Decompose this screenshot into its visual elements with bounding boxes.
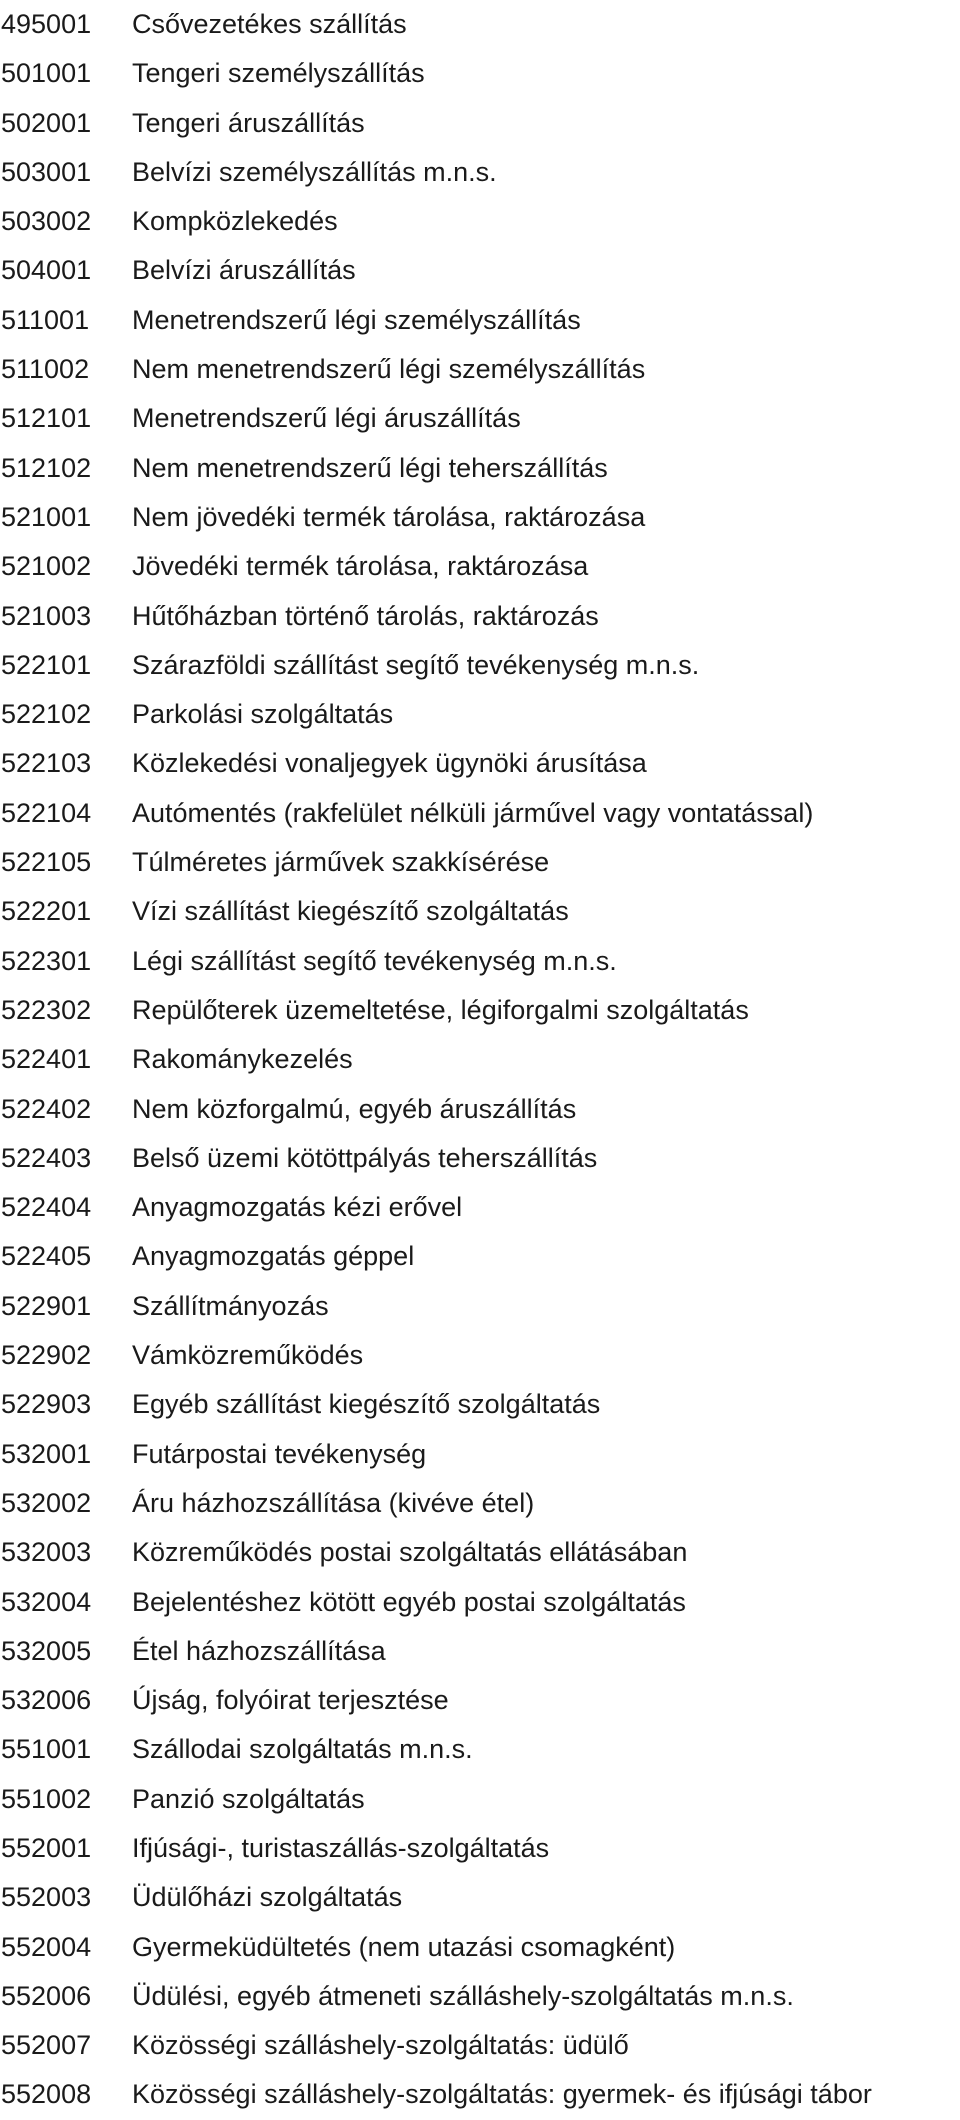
activity-name: Jövedéki termék tárolása, raktározása (132, 551, 589, 582)
activity-code: 522302 (1, 994, 92, 1025)
activity-code: 503002 (1, 206, 92, 237)
activity-code: 522403 (1, 1142, 92, 1173)
activity-code: 522102 (1, 699, 92, 730)
list-item (0, 592, 960, 641)
list-item (0, 49, 960, 98)
list-item (0, 148, 960, 197)
activity-code: 522301 (1, 945, 92, 976)
list-item (0, 1380, 960, 1429)
activity-code: 522404 (1, 1192, 92, 1223)
activity-code: 552004 (1, 1931, 92, 1962)
list-item (0, 986, 960, 1035)
activity-code: 551001 (1, 1734, 92, 1765)
activity-code: 522103 (1, 748, 92, 779)
activity-code: 501001 (1, 58, 92, 89)
activity-code: 532002 (1, 1487, 92, 1518)
list-item (0, 641, 960, 690)
activity-name: Gyermeküdültetés (nem utazási csomagként) (132, 1931, 676, 1962)
activity-code: 532005 (1, 1635, 92, 1666)
list-item (0, 887, 960, 936)
activity-name: Nem menetrendszerű légi személyszállítás (132, 354, 646, 385)
activity-code: 532003 (1, 1537, 92, 1568)
list-item (0, 1627, 960, 1676)
activity-code: 521001 (1, 501, 92, 532)
activity-name: Üdülőházi szolgáltatás (132, 1882, 403, 1913)
list-item (0, 2070, 960, 2119)
list-item (0, 1430, 960, 1479)
activity-code: 511001 (1, 304, 90, 335)
list-item (0, 197, 960, 246)
activity-code: 521003 (1, 600, 92, 631)
activity-name: Belvízi személyszállítás m.n.s. (132, 156, 497, 187)
activity-name: Belvízi áruszállítás (132, 255, 356, 286)
activity-code: 521002 (1, 551, 92, 582)
activity-code: 522101 (1, 649, 92, 680)
list-item (0, 1134, 960, 1183)
activity-code: 552003 (1, 1882, 92, 1913)
activity-name: Üdülési, egyéb átmeneti szálláshely-szolgáltatás m.n.s. (132, 1980, 794, 2011)
activity-name: Menetrendszerű légi áruszállítás (132, 403, 521, 434)
list-item (0, 937, 960, 986)
activity-name: Autómentés (rakfelület nélküli járművel vagy vontatással) (132, 797, 814, 828)
activity-code: 522201 (1, 896, 92, 927)
list-item (0, 1085, 960, 1134)
activity-name: Nem menetrendszerű légi teherszállítás (132, 452, 608, 483)
activity-name: Hűtőházban történő tárolás, raktározás (132, 600, 599, 631)
activity-name: Közösségi szálláshely-szolgáltatás: gyermek- és ifjúsági tábor (132, 2079, 872, 2110)
activity-name: Kompközlekedés (132, 206, 338, 237)
activity-code: 522401 (1, 1044, 92, 1075)
list-item (0, 246, 960, 295)
activity-name: Egyéb szállítást kiegészítő szolgáltatás (132, 1389, 601, 1420)
activity-code: 511002 (1, 354, 90, 385)
activity-name: Szállítmányozás (132, 1290, 329, 1321)
list-item (0, 1282, 960, 1331)
activity-name: Nem jövedéki termék tárolása, raktározása (132, 501, 646, 532)
list-item (0, 1035, 960, 1084)
activity-name: Nem közforgalmú, egyéb áruszállítás (132, 1093, 577, 1124)
list-item (0, 1183, 960, 1232)
activity-name: Tengeri személyszállítás (132, 58, 425, 89)
activity-name: Szállodai szolgáltatás m.n.s. (132, 1734, 473, 1765)
activity-name: Csővezetékes szállítás (132, 9, 407, 39)
activity-code: 552007 (1, 2030, 92, 2061)
activity-code: 551002 (1, 1783, 92, 1814)
activity-code: 552008 (1, 2079, 92, 2110)
list-item (0, 739, 960, 788)
activity-name: Panzió szolgáltatás (132, 1783, 365, 1814)
activity-name: Tengeri áruszállítás (132, 107, 365, 138)
list-item (0, 493, 960, 542)
activity-name: Közösségi szálláshely-szolgáltatás: üdülő (132, 2030, 629, 2061)
activity-code: 522104 (1, 797, 92, 828)
list-item (0, 1578, 960, 1627)
activity-code: 552006 (1, 1980, 92, 2011)
activity-name: Vámközreműködés (132, 1340, 364, 1371)
activity-code: 522903 (1, 1389, 92, 1420)
list-item (0, 1676, 960, 1725)
list-item (0, 99, 960, 148)
activity-name: Közlekedési vonaljegyek ügynöki árusítása (132, 748, 647, 779)
activity-code: 532006 (1, 1685, 92, 1716)
activity-code: 512102 (1, 452, 92, 483)
list-item (0, 1479, 960, 1528)
list-item (0, 1923, 960, 1972)
list-item (0, 1775, 960, 1824)
list-item (0, 1232, 960, 1281)
activity-code: 532001 (1, 1438, 92, 1469)
activity-name: Légi szállítást segítő tevékenység m.n.s. (132, 945, 617, 976)
activity-name: Szárazföldi szállítást segítő tevékenység m.n.s. (132, 649, 700, 680)
activity-code: 495001 (1, 9, 92, 39)
activity-name: Újság, folyóirat terjesztése (132, 1685, 449, 1716)
activity-name: Anyagmozgatás kézi erővel (132, 1192, 463, 1223)
activity-name: Ifjúsági-, turistaszállás-szolgáltatás (132, 1832, 550, 1863)
activity-code: 522402 (1, 1093, 92, 1124)
activity-name: Közreműködés postai szolgáltatás ellátásában (132, 1537, 688, 1568)
list-item (0, 542, 960, 591)
list-item (0, 1331, 960, 1380)
list-item (0, 0, 960, 49)
activity-name: Futárpostai tevékenység (132, 1438, 427, 1469)
list-item (0, 690, 960, 739)
activity-code: 504001 (1, 255, 92, 286)
activity-code: 552001 (1, 1832, 92, 1863)
list-item (0, 296, 960, 345)
activity-name: Belső üzemi kötöttpályás teherszállítás (132, 1142, 598, 1173)
activity-name: Bejelentéshez kötött egyéb postai szolgáltatás (132, 1586, 686, 1617)
activity-name: Túlméretes járművek szakkísérése (132, 847, 550, 878)
activity-name: Étel házhozszállítása (132, 1635, 386, 1666)
activity-name: Rakománykezelés (132, 1044, 353, 1075)
list-item (0, 838, 960, 887)
activity-code: 502001 (1, 107, 92, 138)
activity-name: Vízi szállítást kiegészítő szolgáltatás (132, 896, 569, 927)
list-item (0, 1873, 960, 1922)
list-item (0, 1528, 960, 1577)
activity-code: 512101 (1, 403, 92, 434)
list-item (0, 789, 960, 838)
activity-code: 532004 (1, 1586, 92, 1617)
activity-name: Repülőterek üzemeltetése, légiforgalmi szolgáltatás (132, 994, 749, 1025)
activity-name: Menetrendszerű légi személyszállítás (132, 304, 581, 335)
activity-name: Áru házhozszállítása (kivéve étel) (132, 1487, 535, 1518)
list-item (0, 394, 960, 443)
list-item (0, 2021, 960, 2070)
activity-code: 503001 (1, 156, 92, 187)
list-item (0, 345, 960, 394)
activity-code: 522105 (1, 847, 92, 878)
activity-name: Anyagmozgatás géppel (132, 1241, 415, 1272)
activity-name: Parkolási szolgáltatás (132, 699, 394, 730)
list-item (0, 1972, 960, 2021)
list-item (0, 1824, 960, 1873)
activity-code: 522901 (1, 1290, 92, 1321)
activity-code: 522902 (1, 1340, 92, 1371)
activity-code: 522405 (1, 1241, 92, 1272)
list-item (0, 1725, 960, 1774)
list-item (0, 444, 960, 493)
